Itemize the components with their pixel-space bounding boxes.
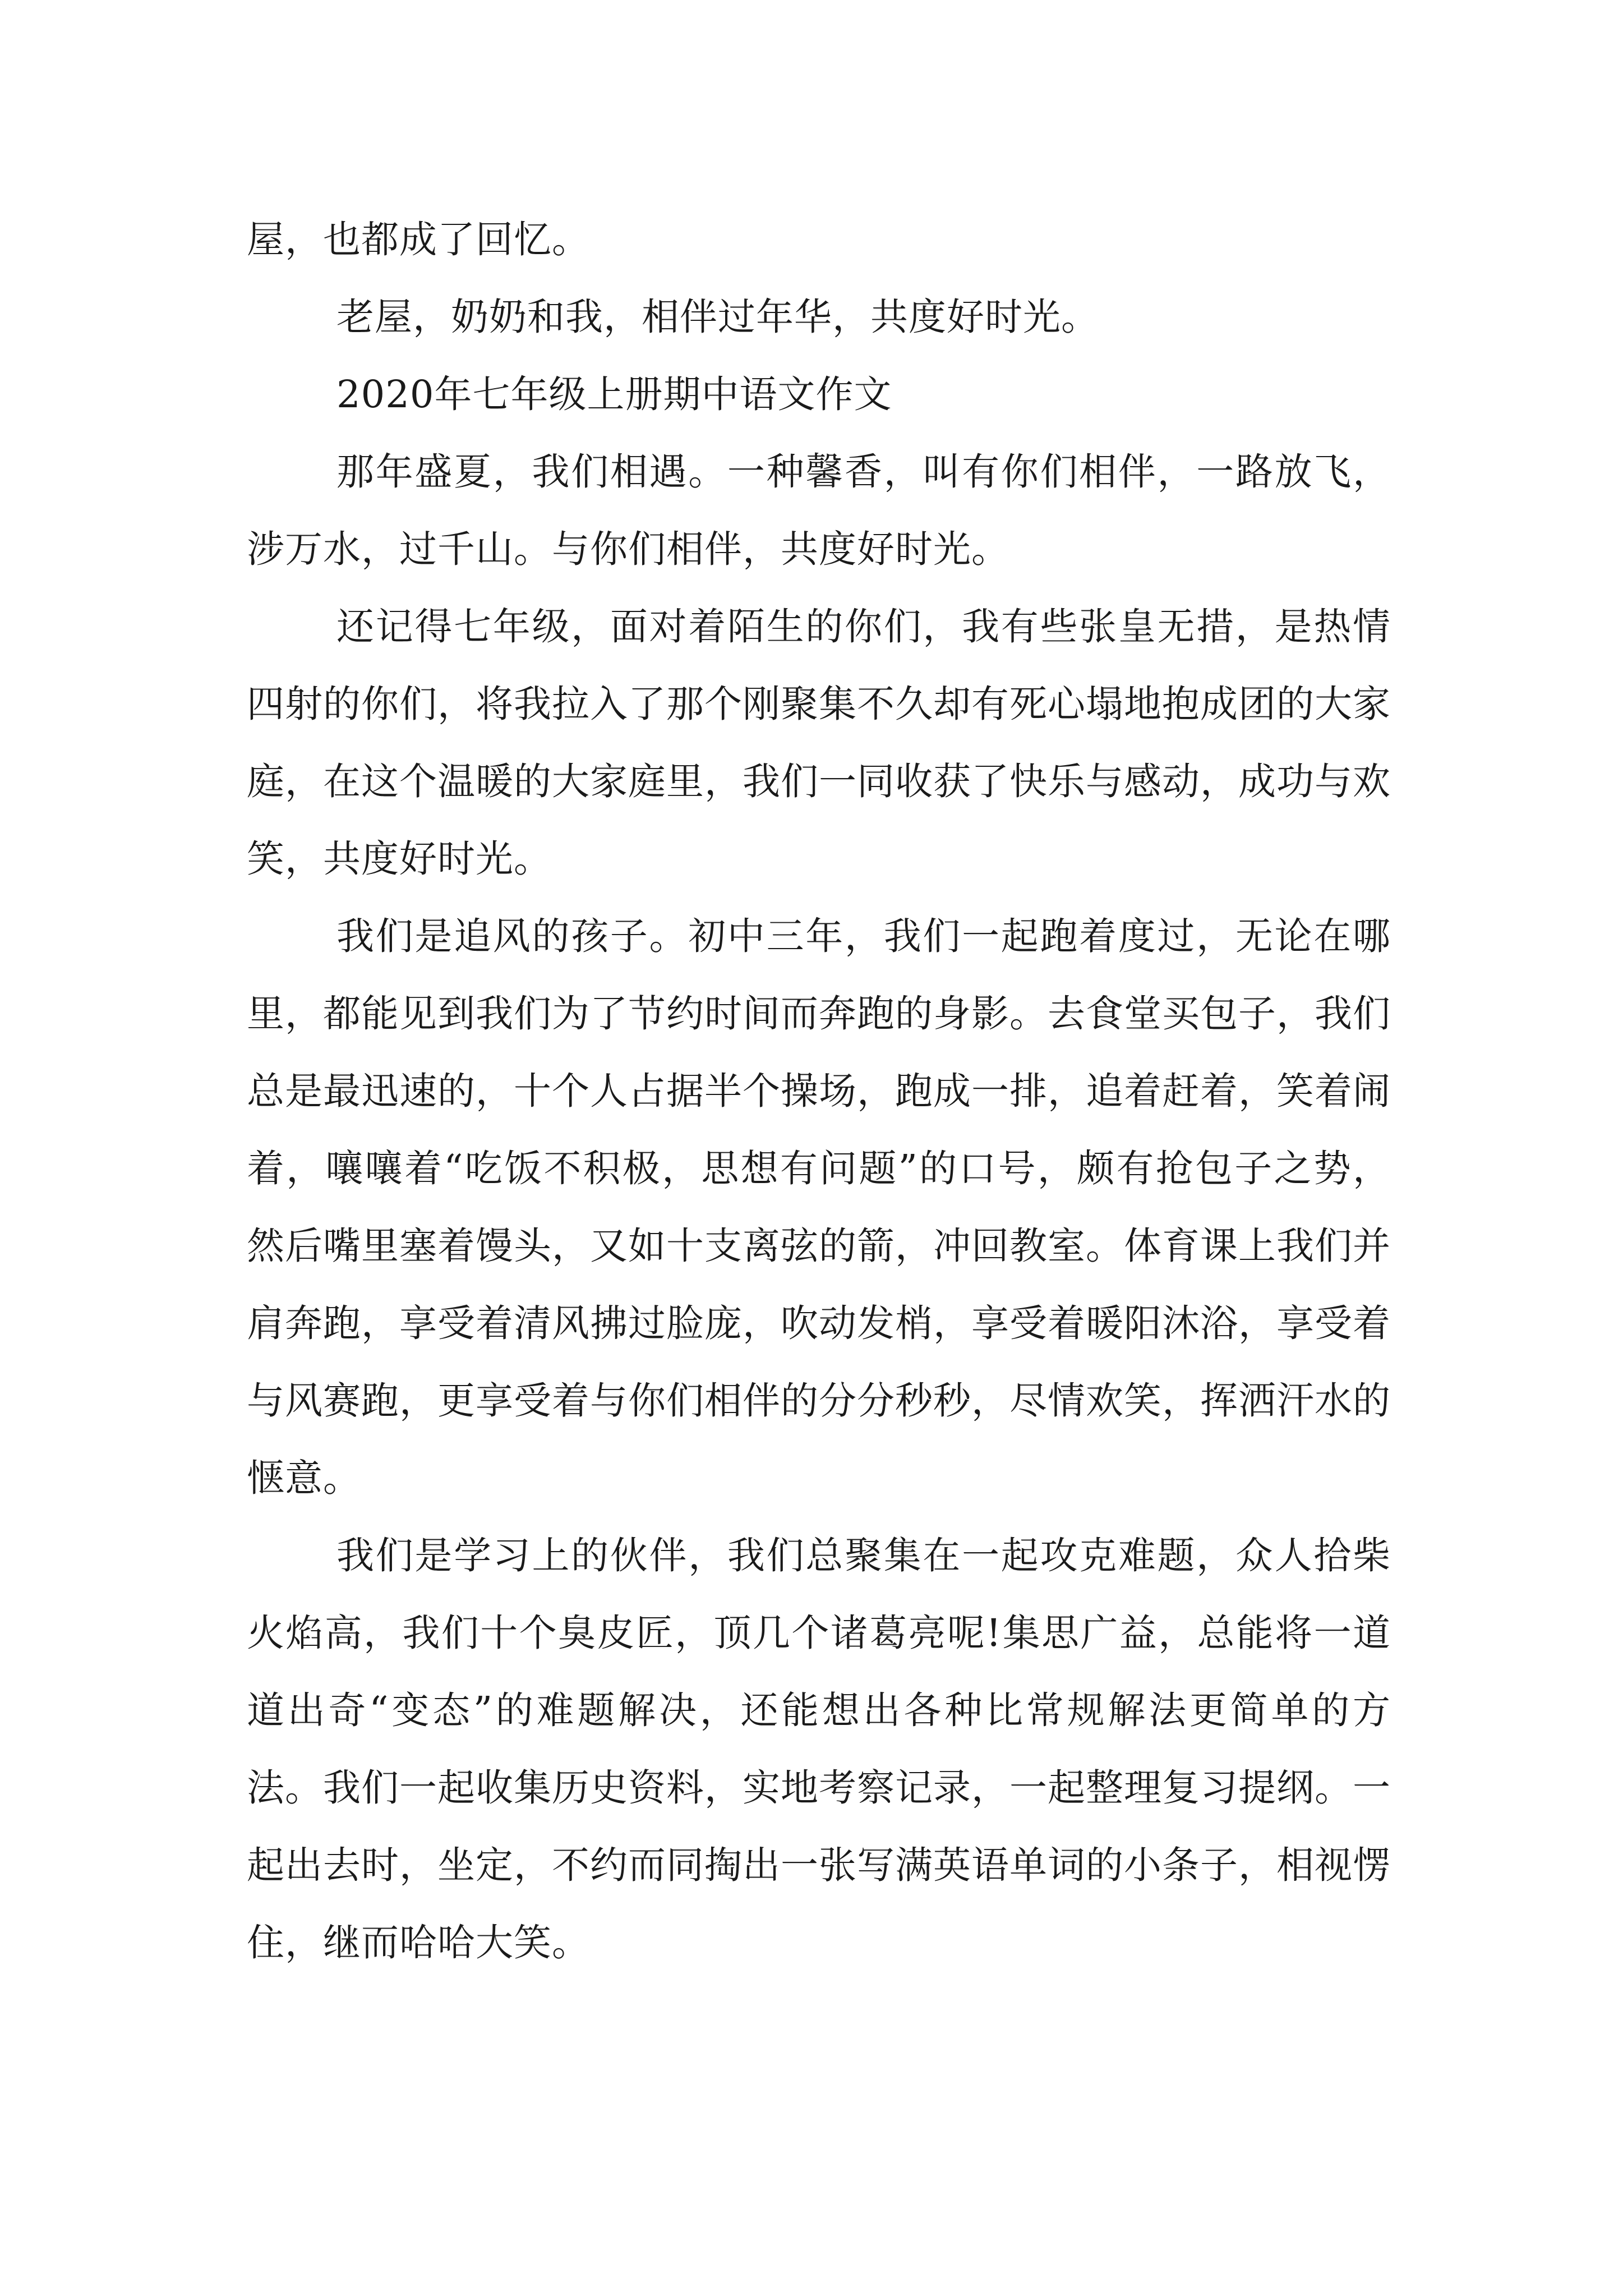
paragraph-grade-seven: 还记得七年级，面对着陌生的你们，我有些张皇无措，是热情四射的你们，将我拉入了那个刚聚集不久却有死心塌地抱成团的大家庭，在这个温暖的大家庭里，我们一同收获了快乐与感动，成功与欢笑，共度好时光。 [247,605,1391,881]
document-body [247,201,1391,1981]
paragraph-intro: 那年盛夏，我们相遇。一种馨香，叫有你们相伴，一路放飞，涉万水，过千山。与你们相伴，共度好时光。 [247,450,1391,571]
paragraph-old-house-summary: 老屋，奶奶和我，相伴过年华，共度好时光。 [336,295,1099,339]
paragraph-running: 我们是追风的孩子。初中三年，我们一起跑着度过，无论在哪里，都能见到我们为了节约时间而奔跑的身影。去食堂买包子，我们总是最迅速的，十个人占据半个操场，跑成一排，追着赶着，笑着闹着，嚷嚷着“吃饭不积极，思想有问题”的口号，颇有抢包子之势，然后嘴里塞着馒头，又如十支离弦的箭，冲回教室。体育课上我们并肩奔跑，享受着清风拂过脸庞，吹动发梢，享受着暖阳沐浴，享受着与风赛跑，更享受着与你们相伴的分分秒秒，尽情欢笑，挥洒汗水的惬意。 [247,914,1391,1500]
paragraph-study-partners: 我们是学习上的伙伴，我们总聚集在一起攻克难题，众人拾柴火焰高，我们十个臭皮匠，顶几个诸葛亮呢!集思广益，总能将一道道出奇“变态”的难题解决，还能想出各种比常规解法更简单的方法。我们一起收集历史资料，实地考察记录，一起整理复习提纲。一起出去时，坐定，不约而同掏出一张写满英语单词的小条子，相视愣住，继而哈哈大笑。 [247,1534,1391,1964]
paragraph-continuation: 屋，也都成了回忆。 [247,218,590,261]
essay-title: 2020年七年级上册期中语文作文 [336,372,892,416]
